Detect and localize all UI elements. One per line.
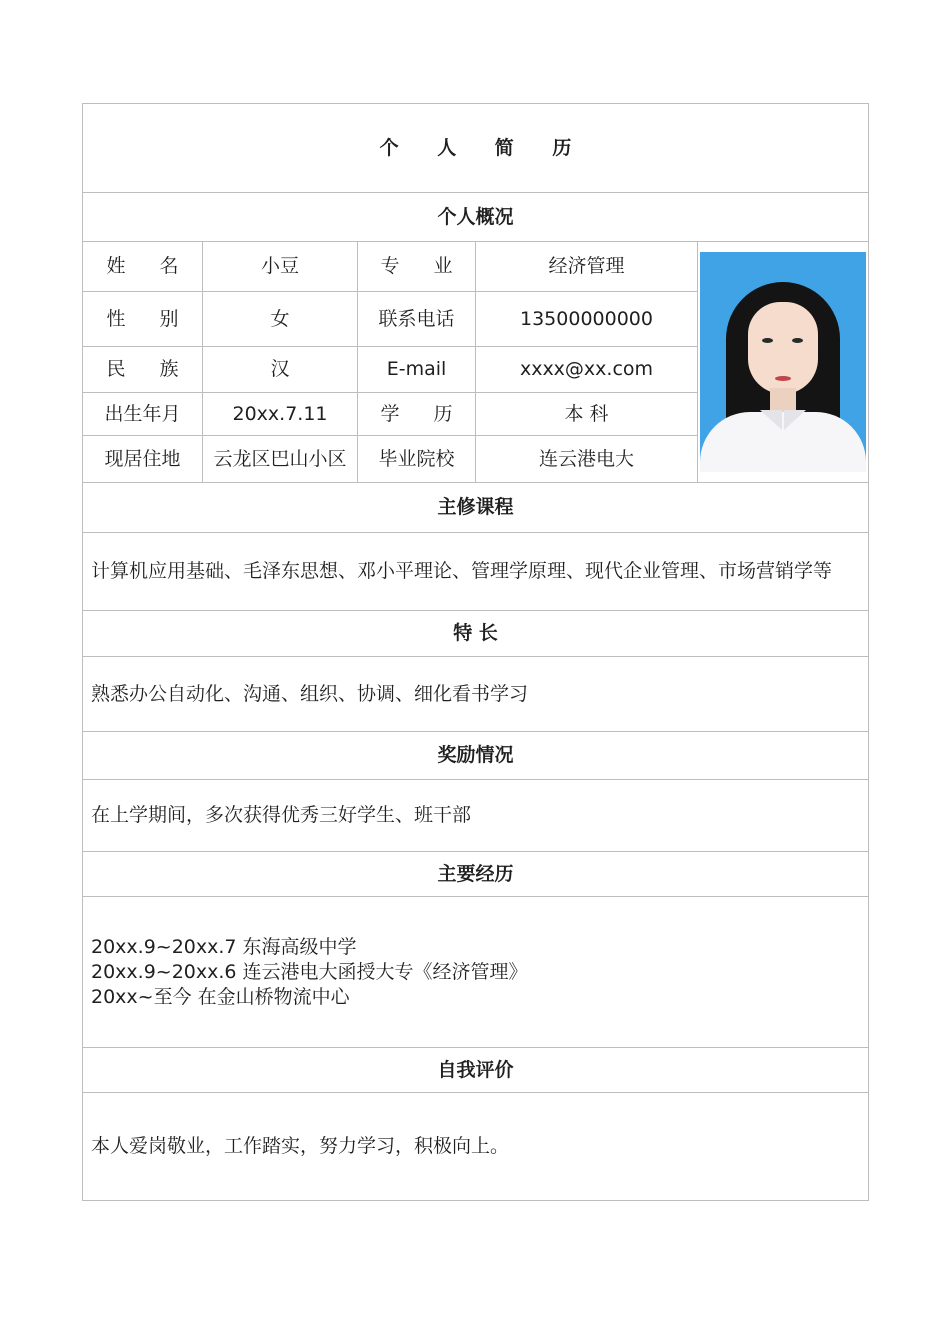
school-value: 连云港电大 [476,436,698,483]
section-header-awards: 奖励情况 [83,732,869,780]
education-value: 本 科 [476,393,698,436]
phone-value: 13500000000 [476,292,698,347]
education-label: 学 历 [358,393,476,436]
email-value: xxxx@xx.com [476,347,698,393]
experience-content [83,897,869,1048]
section-header-skills: 特 长 [83,611,869,657]
resume-title: 个 人 简 历 [83,104,869,193]
resume-table [82,103,869,1201]
experience-item: 20xx~至今 在金山桥物流中心 [91,985,350,1008]
section-header-self-eval: 自我评价 [83,1048,869,1093]
birth-value: 20xx.7.11 [203,393,358,436]
ethnicity-value: 汉 [203,347,358,393]
section-header-courses: 主修课程 [83,483,869,533]
ethnicity-label: 民 族 [83,347,203,393]
portrait-photo [700,252,866,472]
school-label: 毕业院校 [358,436,476,483]
courses-content: 计算机应用基础、毛泽东思想、邓小平理论、管理学原理、现代企业管理、市场营销学等 [83,533,869,611]
skills-content: 熟悉办公自动化、沟通、组织、协调、细化看书学习 [83,657,869,732]
section-header-overview: 个人概况 [83,193,869,242]
self-eval-content: 本人爱岗敬业，工作踏实，努力学习，积极向上。 [83,1093,869,1201]
phone-label: 联系电话 [358,292,476,347]
gender-label: 性 别 [83,292,203,347]
major-value: 经济管理 [476,242,698,292]
photo-cell [698,242,869,483]
section-header-experience: 主要经历 [83,852,869,897]
major-label: 专 业 [358,242,476,292]
gender-value: 女 [203,292,358,347]
name-value: 小豆 [203,242,358,292]
awards-content: 在上学期间，多次获得优秀三好学生、班干部 [83,780,869,852]
address-label: 现居住地 [83,436,203,483]
resume-sheet [82,103,868,1199]
name-label: 姓 名 [83,242,203,292]
experience-item: 20xx.9~20xx.6 连云港电大函授大专《经济管理》 [91,960,528,983]
email-label: E-mail [358,347,476,393]
experience-item: 20xx.9~20xx.7 东海高级中学 [91,935,357,958]
birth-label: 出生年月 [83,393,203,436]
address-value: 云龙区巴山小区 [203,436,358,483]
